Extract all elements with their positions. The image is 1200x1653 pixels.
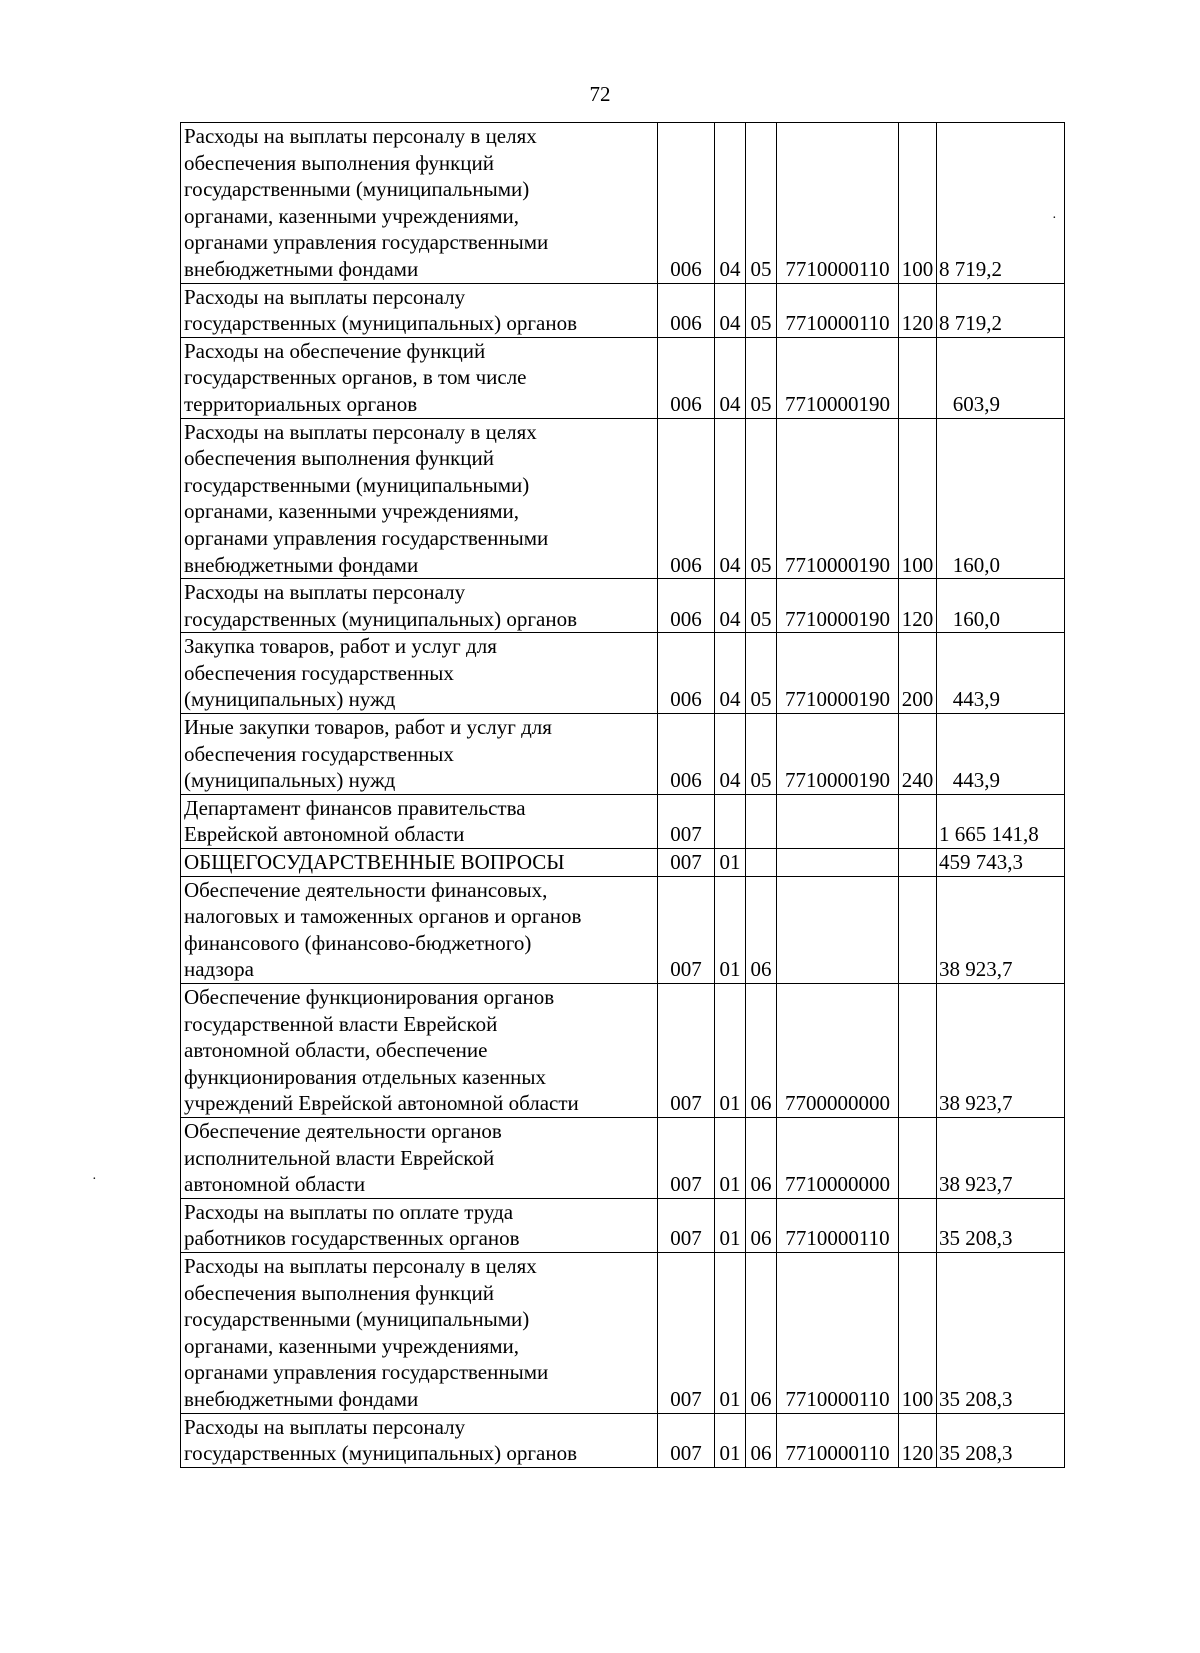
target-article-code: 7710000110 bbox=[777, 283, 899, 337]
table-row bbox=[181, 1413, 1065, 1467]
table-row bbox=[181, 337, 1065, 418]
target-article-code: 7700000000 bbox=[777, 984, 899, 1118]
grbs-code: 006 bbox=[658, 633, 715, 714]
table-row bbox=[181, 1117, 1065, 1198]
amount: 35 208,3 bbox=[937, 1252, 1065, 1413]
expense-type-code: 120 bbox=[899, 1413, 937, 1467]
expense-type-code: 100 bbox=[899, 1252, 937, 1413]
amount: 443,9 bbox=[937, 633, 1065, 714]
subsection-code bbox=[746, 794, 777, 848]
scan-speck-mark: · bbox=[1052, 211, 1057, 226]
table-row bbox=[181, 876, 1065, 983]
grbs-code: 007 bbox=[658, 1117, 715, 1198]
expense-type-code bbox=[899, 876, 937, 983]
expense-name: Расходы на выплаты персоналу государственных (муниципальных) органов bbox=[181, 1413, 658, 1467]
table-row bbox=[181, 849, 1065, 877]
table-body bbox=[181, 123, 1065, 1468]
target-article-code: 7710000190 bbox=[777, 714, 899, 795]
section-code: 01 bbox=[715, 1252, 746, 1413]
section-code: 04 bbox=[715, 633, 746, 714]
target-article-code bbox=[777, 876, 899, 983]
table-row bbox=[181, 123, 1065, 284]
subsection-code: 05 bbox=[746, 633, 777, 714]
expense-name: Расходы на выплаты персоналу в целях обеспечения выполнения функций государственными (муниципальными) органами, казенными учреждениями, органами управления государственными внебюджетными фондами bbox=[181, 1252, 658, 1413]
expense-type-code bbox=[899, 794, 937, 848]
grbs-code: 007 bbox=[658, 1198, 715, 1252]
section-code: 01 bbox=[715, 1198, 746, 1252]
target-article-code: 7710000000 bbox=[777, 1117, 899, 1198]
section-code: 01 bbox=[715, 849, 746, 877]
expense-name: Расходы на выплаты персоналу в целях обеспечения выполнения функций государственными (муниципальными) органами, казенными учреждениями, органами управления государственными внебюджетными фондами bbox=[181, 123, 658, 284]
target-article-code: 7710000110 bbox=[777, 123, 899, 284]
expense-name: ОБЩЕГОСУДАРСТВЕННЫЕ ВОПРОСЫ bbox=[181, 849, 658, 877]
amount: 443,9 bbox=[937, 714, 1065, 795]
grbs-code: 006 bbox=[658, 714, 715, 795]
expense-type-code: 100 bbox=[899, 123, 937, 284]
grbs-code: 007 bbox=[658, 794, 715, 848]
amount: 160,0 bbox=[937, 579, 1065, 633]
section-code: 04 bbox=[715, 123, 746, 284]
scan-speck-mark: · bbox=[92, 1172, 97, 1187]
target-article-code: 7710000110 bbox=[777, 1198, 899, 1252]
table-row bbox=[181, 984, 1065, 1118]
amount: 459 743,3 bbox=[937, 849, 1065, 877]
expense-type-code bbox=[899, 984, 937, 1118]
expense-type-code bbox=[899, 849, 937, 877]
subsection-code bbox=[746, 849, 777, 877]
expense-type-code: 200 bbox=[899, 633, 937, 714]
section-code: 04 bbox=[715, 283, 746, 337]
amount: 38 923,7 bbox=[937, 876, 1065, 983]
target-article-code: 7710000190 bbox=[777, 418, 899, 579]
expense-name: Закупка товаров, работ и услуг для обеспечения государственных (муниципальных) нужд bbox=[181, 633, 658, 714]
table-row bbox=[181, 794, 1065, 848]
grbs-code: 006 bbox=[658, 283, 715, 337]
budget-expenditure-table bbox=[180, 122, 1065, 1468]
subsection-code: 05 bbox=[746, 418, 777, 579]
section-code: 01 bbox=[715, 876, 746, 983]
amount: 160,0 bbox=[937, 418, 1065, 579]
section-code: 04 bbox=[715, 714, 746, 795]
expense-type-code bbox=[899, 337, 937, 418]
target-article-code bbox=[777, 794, 899, 848]
section-code: 01 bbox=[715, 1413, 746, 1467]
table-row bbox=[181, 1198, 1065, 1252]
amount: 38 923,7 bbox=[937, 1117, 1065, 1198]
expense-type-code: 100 bbox=[899, 418, 937, 579]
table-row bbox=[181, 714, 1065, 795]
subsection-code: 06 bbox=[746, 1117, 777, 1198]
table-row bbox=[181, 283, 1065, 337]
amount: 603,9 bbox=[937, 337, 1065, 418]
expense-type-code: 120 bbox=[899, 579, 937, 633]
amount: 38 923,7 bbox=[937, 984, 1065, 1118]
table-row bbox=[181, 633, 1065, 714]
section-code: 01 bbox=[715, 984, 746, 1118]
expense-name: Обеспечение функционирования органов государственной власти Еврейской автономной области, обеспечение функционирования отдельных казенных учреждений Еврейской автономной области bbox=[181, 984, 658, 1118]
grbs-code: 007 bbox=[658, 876, 715, 983]
subsection-code: 06 bbox=[746, 1198, 777, 1252]
grbs-code: 006 bbox=[658, 579, 715, 633]
table-row bbox=[181, 418, 1065, 579]
expense-name: Расходы на выплаты персоналу государственных (муниципальных) органов bbox=[181, 579, 658, 633]
section-code: 01 bbox=[715, 1117, 746, 1198]
subsection-code: 05 bbox=[746, 579, 777, 633]
amount: 8 719,2 bbox=[937, 283, 1065, 337]
page-number: 72 bbox=[589, 82, 611, 106]
subsection-code: 06 bbox=[746, 876, 777, 983]
grbs-code: 006 bbox=[658, 123, 715, 284]
grbs-code: 007 bbox=[658, 1252, 715, 1413]
target-article-code: 7710000110 bbox=[777, 1413, 899, 1467]
grbs-code: 007 bbox=[658, 849, 715, 877]
expense-name: Расходы на выплаты по оплате труда работников государственных органов bbox=[181, 1198, 658, 1252]
target-article-code: 7710000110 bbox=[777, 1252, 899, 1413]
target-article-code: 7710000190 bbox=[777, 633, 899, 714]
section-code: 04 bbox=[715, 579, 746, 633]
expense-type-code bbox=[899, 1198, 937, 1252]
subsection-code: 05 bbox=[746, 337, 777, 418]
expense-type-code: 120 bbox=[899, 283, 937, 337]
expense-name: Обеспечение деятельности органов исполнительной власти Еврейской автономной области bbox=[181, 1117, 658, 1198]
subsection-code: 06 bbox=[746, 1413, 777, 1467]
subsection-code: 05 bbox=[746, 714, 777, 795]
expense-name: Обеспечение деятельности финансовых, налоговых и таможенных органов и органов финансового (финансово-бюджетного) надзора bbox=[181, 876, 658, 983]
table-row bbox=[181, 1252, 1065, 1413]
target-article-code: 7710000190 bbox=[777, 337, 899, 418]
target-article-code bbox=[777, 849, 899, 877]
grbs-code: 007 bbox=[658, 984, 715, 1118]
subsection-code: 06 bbox=[746, 984, 777, 1118]
amount: 1 665 141,8 bbox=[937, 794, 1065, 848]
grbs-code: 006 bbox=[658, 418, 715, 579]
section-code bbox=[715, 794, 746, 848]
section-code: 04 bbox=[715, 418, 746, 579]
expense-name: Департамент финансов правительства Еврейской автономной области bbox=[181, 794, 658, 848]
subsection-code: 06 bbox=[746, 1252, 777, 1413]
subsection-code: 05 bbox=[746, 283, 777, 337]
expense-name: Расходы на выплаты персоналу государственных (муниципальных) органов bbox=[181, 283, 658, 337]
expense-name: Расходы на выплаты персоналу в целях обеспечения выполнения функций государственными (муниципальными) органами, казенными учреждениями, органами управления государственными внебюджетными фондами bbox=[181, 418, 658, 579]
table-row bbox=[181, 579, 1065, 633]
grbs-code: 007 bbox=[658, 1413, 715, 1467]
target-article-code: 7710000190 bbox=[777, 579, 899, 633]
subsection-code: 05 bbox=[746, 123, 777, 284]
expense-name: Иные закупки товаров, работ и услуг для обеспечения государственных (муниципальных) нужд bbox=[181, 714, 658, 795]
expense-type-code bbox=[899, 1117, 937, 1198]
amount: 35 208,3 bbox=[937, 1198, 1065, 1252]
amount: 35 208,3 bbox=[937, 1413, 1065, 1467]
expense-name: Расходы на обеспечение функций государственных органов, в том числе территориальных органов bbox=[181, 337, 658, 418]
expense-type-code: 240 bbox=[899, 714, 937, 795]
amount: 8 719,2 bbox=[937, 123, 1065, 284]
section-code: 04 bbox=[715, 337, 746, 418]
grbs-code: 006 bbox=[658, 337, 715, 418]
